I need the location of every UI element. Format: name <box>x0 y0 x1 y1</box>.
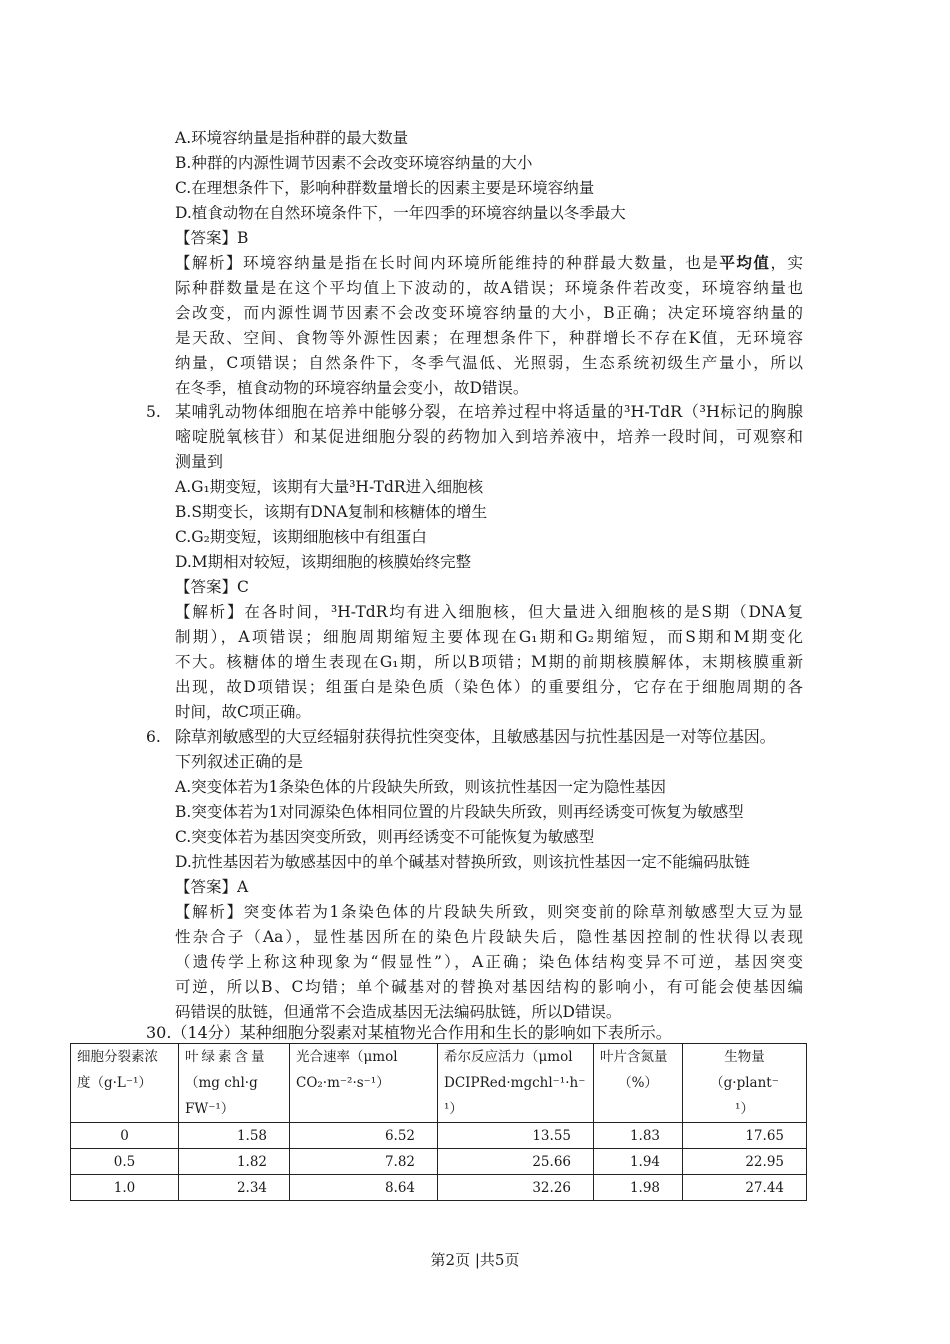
q5-answer: 【答案】C <box>175 578 249 596</box>
table-cell: 1.83 <box>594 1123 683 1149</box>
q5-analysis-line: 出现，故D项错误；组蛋白是染色质（染色体）的重要组分，它存在于细胞周期的各 <box>175 678 803 696</box>
q6-analysis-line: 性杂合子（Aa），显性基因所在的染色片段缺失后，隐性基因控制的性状得以表现 <box>175 928 803 946</box>
q5-stem-line: 某哺乳动物体细胞在培养中能够分裂，在培养过程中将适量的³H-TdR（³H标记的胸腺 <box>175 402 803 421</box>
table-cell: 0 <box>71 1123 179 1149</box>
q5-option-d: D.M期相对较短，该期细胞的核膜始终完整 <box>175 553 472 571</box>
table-header-cell: 希尔反应活力（μmol DCIPRed·mgchl⁻¹·h⁻ ¹） <box>438 1044 594 1123</box>
data-table <box>70 1043 807 1201</box>
q6-stem-line: 下列叙述正确的是 <box>175 752 304 771</box>
q4-analysis-line: 纳量，C项错误；自然条件下，冬季气温低、光照弱，生态系统初级生产量小，所以 <box>175 354 803 372</box>
table-cell: 6.52 <box>290 1123 438 1149</box>
q6-analysis-line: 码错误的肽链，但通常不会造成基因无法编码肽链，所以D错误。 <box>175 1003 622 1021</box>
q6-analysis-line: 【解析】突变体若为1条染色体的片段缺失所致，则突变前的除草剂敏感型大豆为显 <box>175 903 803 921</box>
q5-option-b: B.S期变长，该期有DNA复制和核糖体的增生 <box>175 503 488 521</box>
table-cell: 1.0 <box>71 1175 179 1201</box>
q6-stem-line: 除草剂敏感型的大豆经辐射获得抗性突变体，且敏感基因与抗性基因是一对等位基因。 <box>175 727 776 746</box>
table-cell: 1.58 <box>179 1123 290 1149</box>
table-cell: 27.44 <box>683 1175 807 1201</box>
q4-analysis-line: 在冬季，植食动物的环境容纳量会变小，故D错误。 <box>175 379 529 397</box>
q5-analysis-line: 【解析】在各时间，³H-TdR均有进入细胞核，但大量进入细胞核的是S期（DNA复 <box>175 603 803 621</box>
table-cell: 1.82 <box>179 1149 290 1175</box>
q6-answer: 【答案】A <box>175 878 249 896</box>
q5-number: 5. <box>146 403 161 421</box>
table-cell: 25.66 <box>438 1149 594 1175</box>
q6-analysis-line: 可逆，所以B、C均错；单个碱基对的替换对基因结构的影响小，有可能会使基因编 <box>175 978 803 996</box>
q5-stem-line: 嘧啶脱氧核苷）和某促进细胞分裂的药物加入到培养液中，培养一段时间，可观察和 <box>175 427 803 446</box>
q4-option-d: D.植食动物在自然环境条件下，一年四季的环境容纳量以冬季最大 <box>175 204 626 222</box>
q5-option-a: A.G₁期变短，该期有大量³H-TdR进入细胞核 <box>175 478 484 496</box>
q5-analysis-line: 时间，故C项正确。 <box>175 703 311 721</box>
q5-analysis-line: 制期），A项错误；细胞周期缩短主要体现在G₁期和G₂期缩短，而S期和M期变化 <box>175 628 803 646</box>
table-header-cell: 细胞分裂素浓 度（g·L⁻¹） <box>71 1044 179 1123</box>
table-header-row <box>71 1044 807 1123</box>
table-header-cell: 生物量 （g·plant⁻ ¹） <box>683 1044 807 1123</box>
table-cell: 22.95 <box>683 1149 807 1175</box>
table-row <box>71 1175 807 1201</box>
q6-option-d: D.抗性基因若为敏感基因中的单个碱基对替换所致，则该抗性基因一定不能编码肽链 <box>175 853 750 871</box>
q4-option-c: C.在理想条件下，影响种群数量增长的因素主要是环境容纳量 <box>175 179 595 197</box>
table-cell: 1.94 <box>594 1149 683 1175</box>
q4-analysis-line: 是天敌、空间、食物等外源性因素；在理想条件下，种群增长不存在K值，无环境容 <box>175 329 803 347</box>
table-cell: 7.82 <box>290 1149 438 1175</box>
q4-analysis-line-1: 【解析】环境容纳量是指在长时间内环境所能维持的种群最大数量，也是平均值，实 <box>175 253 803 272</box>
q4-option-b: B.种群的内源性调节因素不会改变环境容纳量的大小 <box>175 154 533 172</box>
q5-stem-line: 测量到 <box>175 452 224 471</box>
q4-answer: 【答案】B <box>175 229 249 247</box>
q4-analysis-line: 际种群数量是在这个平均值上下波动的，故A错误；环境条件若改变，环境容纳量也 <box>175 279 803 297</box>
q6-option-b: B.突变体若为1对同源染色体相同位置的片段缺失所致，则再经诱变可恢复为敏感型 <box>175 803 744 821</box>
q4-analysis-line: 会改变，而内源性调节因素不会改变环境容纳量的大小，B正确；决定环境容纳量的 <box>175 304 803 322</box>
q6-number: 6. <box>146 728 161 746</box>
q30-intro: 30.（14分）某种细胞分裂素对某植物光合作用和生长的影响如下表所示。 <box>146 1023 672 1042</box>
table-cell: 2.34 <box>179 1175 290 1201</box>
table-cell: 17.65 <box>683 1123 807 1149</box>
table-row <box>71 1149 807 1175</box>
table-header-cell: 光合速率（μmol CO₂·m⁻²·s⁻¹） <box>290 1044 438 1123</box>
q5-option-c: C.G₂期变短，该期细胞核中有组蛋白 <box>175 528 427 546</box>
table-cell: 8.64 <box>290 1175 438 1201</box>
table-cell: 13.55 <box>438 1123 594 1149</box>
q4-option-a: A.环境容纳量是指种群的最大数量 <box>175 129 409 147</box>
table-cell: 1.98 <box>594 1175 683 1201</box>
table-header-cell: 叶绿素含量 （mg chl·g FW⁻¹） <box>179 1044 290 1123</box>
q6-analysis-line: （遗传学上称这种现象为“假显性”），A正确；染色体结构变异不可逆，基因突变 <box>175 953 803 971</box>
table-row <box>71 1123 807 1149</box>
page-footer: 第2页 |共5页 <box>430 1251 520 1269</box>
table-cell: 32.26 <box>438 1175 594 1201</box>
q5-analysis-line: 不大。核糖体的增生表现在G₁期，所以B项错；M期的前期核膜解体，末期核膜重新 <box>175 653 803 671</box>
q6-option-c: C.突变体若为基因突变所致，则再经诱变不可能恢复为敏感型 <box>175 828 595 846</box>
table-cell: 0.5 <box>71 1149 179 1175</box>
q6-option-a: A.突变体若为1条染色体的片段缺失所致，则该抗性基因一定为隐性基因 <box>175 778 666 796</box>
table-header-cell: 叶片含氮量 （%） <box>594 1044 683 1123</box>
